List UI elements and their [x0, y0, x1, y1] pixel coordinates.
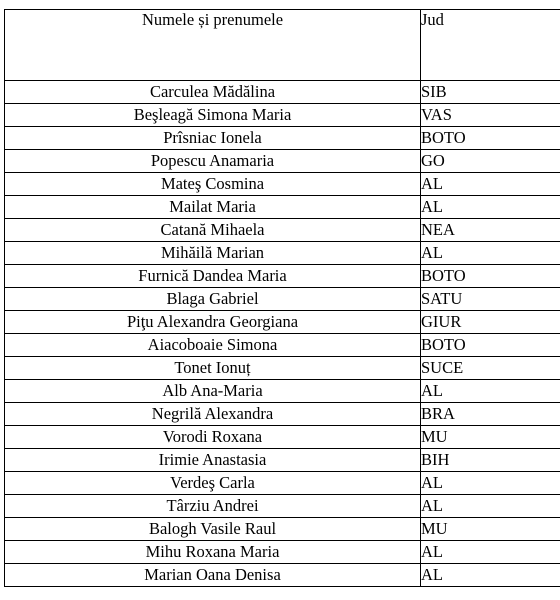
- cell-name: Mateş Cosmina: [5, 173, 421, 196]
- table-row: [5, 357, 560, 380]
- table-row: [5, 150, 560, 173]
- cell-county: GO: [421, 150, 560, 173]
- table-row: [5, 219, 560, 242]
- cell-name: Piţu Alexandra Georgiana: [5, 311, 421, 334]
- table-row: [5, 564, 560, 587]
- cell-county: BOTO: [421, 334, 560, 357]
- cell-name: Blaga Gabriel: [5, 288, 421, 311]
- table-row: [5, 81, 560, 104]
- cell-county: AL: [421, 541, 560, 564]
- cell-county: AL: [421, 196, 560, 219]
- cell-name: Vorodi Roxana: [5, 426, 421, 449]
- cell-county: AL: [421, 380, 560, 403]
- cell-county: SUCE: [421, 357, 560, 380]
- participants-table: [4, 9, 560, 587]
- table-row: [5, 495, 560, 518]
- cell-name: Târziu Andrei: [5, 495, 421, 518]
- cell-name: Mihăilă Marian: [5, 242, 421, 265]
- table-row: [5, 127, 560, 150]
- header-name: Numele și prenumele: [5, 10, 421, 81]
- cell-county: BOTO: [421, 127, 560, 150]
- cell-name: Prîsniac Ionela: [5, 127, 421, 150]
- table-row: [5, 426, 560, 449]
- cell-county: GIUR: [421, 311, 560, 334]
- table-row: [5, 518, 560, 541]
- cell-name: Catană Mihaela: [5, 219, 421, 242]
- cell-name: Alb Ana-Maria: [5, 380, 421, 403]
- table-row: [5, 196, 560, 219]
- cell-name: Aiacoboaie Simona: [5, 334, 421, 357]
- cell-county: AL: [421, 472, 560, 495]
- table-row: [5, 265, 560, 288]
- table-body: [5, 81, 560, 587]
- table-row: [5, 288, 560, 311]
- cell-name: Negrilă Alexandra: [5, 403, 421, 426]
- cell-county: MU: [421, 426, 560, 449]
- cell-county: SIB: [421, 81, 560, 104]
- cell-county: AL: [421, 242, 560, 265]
- cell-name: Mihu Roxana Maria: [5, 541, 421, 564]
- cell-county: VAS: [421, 104, 560, 127]
- table-row: [5, 104, 560, 127]
- cell-name: Verdeş Carla: [5, 472, 421, 495]
- cell-name: Beşleagă Simona Maria: [5, 104, 421, 127]
- cell-name: Irimie Anastasia: [5, 449, 421, 472]
- cell-name: Carculea Mădălina: [5, 81, 421, 104]
- table-row: [5, 541, 560, 564]
- cell-county: BOTO: [421, 265, 560, 288]
- cell-county: NEA: [421, 219, 560, 242]
- table-row: [5, 449, 560, 472]
- cell-county: SATU: [421, 288, 560, 311]
- cell-name: Mailat Maria: [5, 196, 421, 219]
- cell-county: AL: [421, 495, 560, 518]
- table-row: [5, 380, 560, 403]
- header-county: Jud: [421, 10, 560, 81]
- cell-county: AL: [421, 173, 560, 196]
- table-row: [5, 311, 560, 334]
- cell-name: Marian Oana Denisa: [5, 564, 421, 587]
- cell-county: MU: [421, 518, 560, 541]
- header-row: [5, 10, 560, 81]
- cell-name: Furnică Dandea Maria: [5, 265, 421, 288]
- cell-name: Popescu Anamaria: [5, 150, 421, 173]
- table-row: [5, 403, 560, 426]
- table-row: [5, 334, 560, 357]
- cell-name: Tonet Ionuț: [5, 357, 421, 380]
- cell-county: AL: [421, 564, 560, 587]
- table-row: [5, 242, 560, 265]
- cell-county: BRA: [421, 403, 560, 426]
- cell-name: Balogh Vasile Raul: [5, 518, 421, 541]
- table-row: [5, 472, 560, 495]
- table-row: [5, 173, 560, 196]
- cell-county: BIH: [421, 449, 560, 472]
